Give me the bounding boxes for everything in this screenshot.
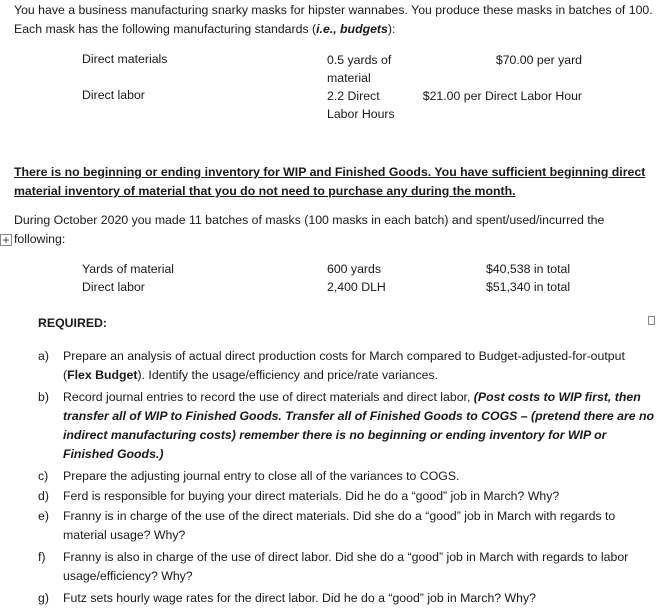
list-marker: e) bbox=[38, 509, 49, 523]
actual-labor-quantity: 2,400 DLH bbox=[327, 280, 386, 294]
list-item-a bbox=[38, 347, 654, 385]
list-item-d bbox=[38, 487, 654, 506]
actual-material-quantity: 600 yards bbox=[327, 262, 382, 276]
intro-text-1: You have a business manufacturing snarky masks for hipster wannabes. You produce these masks in batches of 100. Each mask has the following manufacturing standards ( bbox=[14, 3, 653, 36]
actual-labor-total: $51,340 in total bbox=[486, 280, 571, 294]
item-b-instructions: (Post costs to WIP first, then transfer all of WIP to Finished Goods. Transfer all of Finished Goods to COGS – (pretend there are no indirect manufacturing costs) remember there is no beginning or ending inventory for WIP or Finished Goods.) bbox=[63, 390, 655, 461]
standard-labor-label: Direct labor bbox=[82, 88, 145, 102]
standard-labor-quantity: 2.2 Direct Labor Hours bbox=[327, 89, 395, 121]
move-handle-icon[interactable]: + bbox=[0, 234, 12, 246]
intro-paragraph bbox=[14, 1, 654, 39]
list-marker: c) bbox=[38, 469, 49, 483]
required-heading: REQUIRED: bbox=[38, 316, 108, 330]
list-item-e bbox=[38, 507, 654, 545]
item-f-text: Franny is also in charge of the use of direct labor. Did she do a “good” job in March with regards to labor usage/efficiency? Why? bbox=[63, 550, 629, 583]
list-marker: b) bbox=[38, 390, 49, 404]
standard-materials-quantity: 0.5 yards of material bbox=[327, 53, 392, 85]
item-c-text: Prepare the adjusting journal entry to close all of the variances to COGS. bbox=[63, 469, 460, 483]
resize-handle-icon[interactable] bbox=[648, 316, 655, 325]
item-a-flex-budget: Flex Budget bbox=[67, 368, 138, 382]
list-item-b bbox=[38, 388, 654, 464]
standard-materials-rate: $70.00 per yard bbox=[495, 53, 582, 67]
actual-material-label: Yards of material bbox=[82, 262, 175, 276]
actual-labor-label: Direct labor bbox=[82, 280, 145, 294]
list-marker: g) bbox=[38, 591, 49, 605]
actual-material-total: $40,538 in total bbox=[486, 262, 571, 276]
item-a-text-1: Prepare an analysis of actual direct production costs for March compared to Budget-adjusted-for-output ( bbox=[63, 349, 625, 382]
during-paragraph: During October 2020 you made 11 batches of masks (100 masks in each batch) and spent/used/incurred the following: bbox=[14, 213, 605, 246]
item-g-text: Futz sets hourly wage rates for the direct labor. Did he do a “good” job in March? Why? bbox=[63, 591, 536, 605]
item-e-text: Franny is in charge of the use of the direct materials. Did she do a “good” job in March with regards to material usage? Why? bbox=[63, 509, 616, 542]
requirements-list bbox=[38, 347, 654, 611]
standard-materials-label: Direct materials bbox=[82, 52, 168, 66]
intro-budget-note: i.e., budgets bbox=[316, 22, 388, 36]
standard-labor-rate: $21.00 per Direct Labor Hour bbox=[422, 89, 582, 103]
inventory-notice: There is no beginning or ending inventory for WIP and Finished Goods. You have sufficient beginning direct material inventory of material that you do not need to purchase any during the month. bbox=[14, 165, 646, 198]
list-item-c bbox=[38, 467, 654, 486]
list-item-g bbox=[38, 589, 654, 608]
list-marker: d) bbox=[38, 489, 49, 503]
item-a-text-2: ). Identify the usage/efficiency and price/rate variances. bbox=[137, 368, 439, 382]
intro-text-2: ): bbox=[387, 22, 396, 36]
list-marker: a) bbox=[38, 349, 49, 363]
list-item-f bbox=[38, 548, 654, 586]
item-d-text: Ferd is responsible for buying your direct materials. Did he do a “good” job in March? Why? bbox=[63, 489, 560, 503]
list-marker: f) bbox=[38, 550, 46, 564]
item-b-text: Record journal entries to record the use of direct materials and direct labor, bbox=[63, 390, 474, 404]
